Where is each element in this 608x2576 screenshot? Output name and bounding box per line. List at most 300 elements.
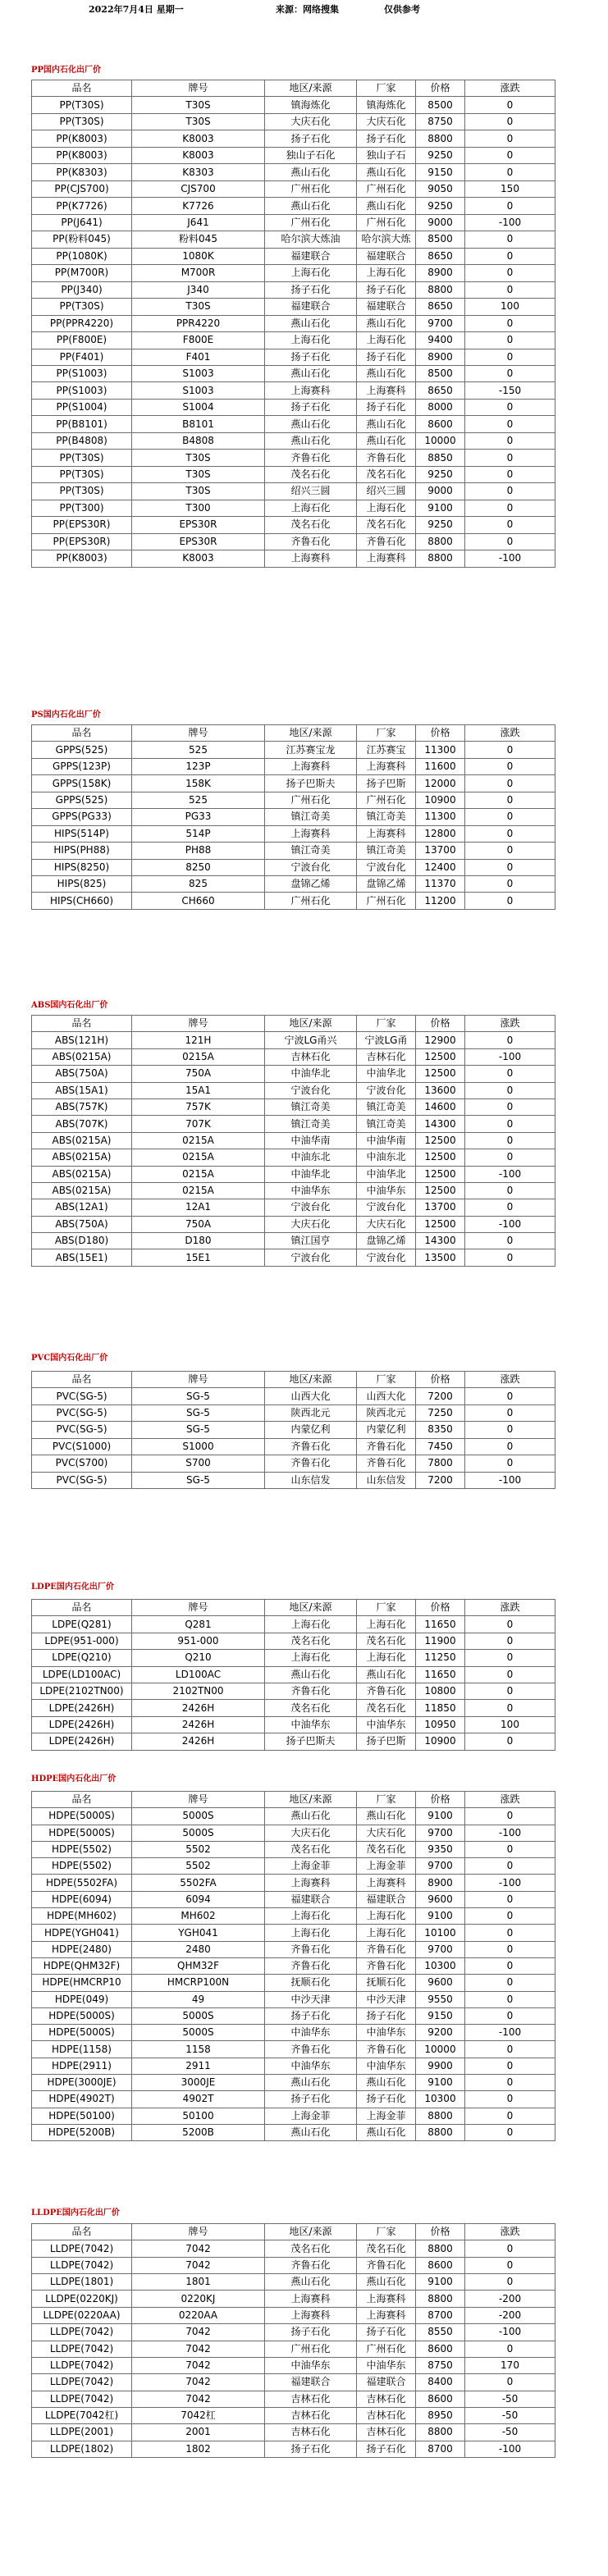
cell-grade: 7042: [132, 2324, 265, 2341]
cell-change: 0: [465, 2007, 555, 2024]
cell-manufacturer: 茂名石化: [357, 2240, 416, 2257]
cell-grade: LD100AC: [132, 1666, 265, 1683]
cell-price: 8650: [416, 382, 465, 399]
cell-change: -50: [465, 2407, 555, 2423]
cell-region: 上海赛科: [265, 382, 357, 399]
cell-price: 11850: [416, 1700, 465, 1716]
cell-product-name: LLDPE(0220KJ): [32, 2291, 132, 2307]
table-row: [32, 265, 555, 281]
cell-change: 0: [465, 1082, 555, 1098]
table-row: [32, 382, 555, 399]
cell-change: 0: [465, 1132, 555, 1149]
table-row: [32, 483, 555, 500]
cell-grade: 49: [132, 1991, 265, 2007]
cell-manufacturer: 广州石化: [357, 792, 416, 808]
cell-product-name: PP(S1003): [32, 382, 132, 399]
cell-region: 镇江奇美: [265, 1098, 357, 1115]
cell-manufacturer: 镇江奇美: [357, 843, 416, 859]
cell-price: 13700: [416, 1199, 465, 1216]
cell-manufacturer: 燕山石化: [357, 315, 416, 331]
cell-grade: 0215A: [132, 1149, 265, 1166]
cell-change: 0: [465, 1957, 555, 1974]
cell-change: 0: [465, 1991, 555, 2007]
table-row: [32, 2007, 555, 2024]
cell-grade: 750A: [132, 1066, 265, 1082]
table-row: [32, 113, 555, 130]
cell-price: 10300: [416, 2091, 465, 2108]
cell-change: 0: [465, 1438, 555, 1455]
column-header-price: 价格: [416, 1372, 465, 1388]
cell-price: 9900: [416, 2058, 465, 2074]
cell-region: 扬子石化: [265, 281, 357, 298]
cell-manufacturer: 中油华北: [357, 1166, 416, 1182]
cell-product-name: GPPS(158K): [32, 775, 132, 792]
cell-region: 扬子石化: [265, 130, 357, 147]
cell-price: 8700: [416, 2441, 465, 2457]
table-row: [32, 1199, 555, 1216]
cell-product-name: LDPE(LD100AC): [32, 1666, 132, 1683]
cell-price: 11300: [416, 809, 465, 825]
cell-grade: S1000: [132, 1438, 265, 1455]
cell-region: 燕山石化: [265, 2075, 357, 2091]
cell-change: 0: [465, 1841, 555, 1857]
cell-product-name: PP(T30S): [32, 483, 132, 500]
cell-product-name: HDPE(HMCRP10: [32, 1975, 132, 1991]
cell-product-name: PP(K8003): [32, 550, 132, 567]
cell-change: 170: [465, 2357, 555, 2373]
cell-region: 福建联合: [265, 248, 357, 264]
cell-grade: F401: [132, 349, 265, 365]
cell-change: 0: [465, 1388, 555, 1404]
cell-region: 广州石化: [265, 792, 357, 808]
cell-change: 0: [465, 758, 555, 774]
cell-region: 广州石化: [265, 214, 357, 231]
cell-region: 齐鲁石化: [265, 2257, 357, 2273]
cell-grade: 15E1: [132, 1249, 265, 1266]
cell-region: 中沙天津: [265, 1991, 357, 2007]
cell-change: 0: [465, 2108, 555, 2124]
cell-region: 上海赛科: [265, 825, 357, 842]
cell-change: 0: [465, 1925, 555, 1941]
cell-change: 0: [465, 1666, 555, 1683]
cell-region: 齐鲁石化: [265, 1683, 357, 1699]
cell-region: 中油华北: [265, 1066, 357, 1082]
table-row: [32, 1650, 555, 1666]
cell-price: 8600: [416, 2341, 465, 2357]
cell-manufacturer: 扬子石化: [357, 349, 416, 365]
cell-change: -100: [465, 550, 555, 567]
cell-price: 9050: [416, 180, 465, 197]
cell-manufacturer: 福建联合: [357, 299, 416, 315]
cell-product-name: ABS(121H): [32, 1032, 132, 1048]
table-header-row: [32, 1372, 555, 1388]
cell-price: 8800: [416, 2108, 465, 2124]
cell-product-name: PP(T30S): [32, 97, 132, 113]
cell-price: 9100: [416, 1908, 465, 1925]
cell-price: 9600: [416, 1975, 465, 1991]
cell-manufacturer: 扬子石化: [357, 281, 416, 298]
column-header-manufacturer: 厂家: [357, 1792, 416, 1808]
cell-grade: 0215A: [132, 1182, 265, 1199]
table-row: [32, 1808, 555, 1825]
cell-price: 9250: [416, 517, 465, 533]
cell-region: 扬子巴斯夫: [265, 775, 357, 792]
cell-price: 12500: [416, 1132, 465, 1149]
cell-grade: 5000S: [132, 1825, 265, 1841]
cell-manufacturer: 扬子巴斯: [357, 1733, 416, 1750]
cell-grade: QHM32F: [132, 1957, 265, 1974]
cell-manufacturer: 上海赛科: [357, 1875, 416, 1891]
table-row: [32, 466, 555, 482]
column-header-region: 地区/来源: [265, 725, 357, 742]
report-source: 来源：网络搜集: [276, 4, 339, 15]
table-row: [32, 1082, 555, 1098]
cell-grade: 5000S: [132, 2025, 265, 2041]
table-row: [32, 2424, 555, 2441]
column-header-manufacturer: 厂家: [357, 1600, 416, 1616]
report-note: 仅供参考: [384, 4, 420, 15]
cell-grade: 825: [132, 875, 265, 892]
lldpe-price-table: [31, 2223, 555, 2458]
cell-manufacturer: 福建联合: [357, 2374, 416, 2391]
cell-product-name: LDPE(2102TN00): [32, 1683, 132, 1699]
cell-price: 11250: [416, 1650, 465, 1666]
cell-grade: 7042: [132, 2357, 265, 2373]
cell-grade: MH602: [132, 1908, 265, 1925]
cell-grade: 4902T: [132, 2091, 265, 2108]
cell-grade: 0215A: [132, 1048, 265, 1065]
cell-product-name: ABS(750A): [32, 1216, 132, 1232]
cell-grade: 123P: [132, 758, 265, 774]
cell-product-name: LDPE(Q210): [32, 1650, 132, 1666]
cell-product-name: LLDPE(7042): [32, 2374, 132, 2391]
cell-product-name: ABS(707K): [32, 1116, 132, 1132]
cell-change: -100: [465, 1472, 555, 1488]
cell-grade: 0220KJ: [132, 2291, 265, 2307]
cell-manufacturer: 茂名石化: [357, 1700, 416, 1716]
cell-manufacturer: 上海石化: [357, 1925, 416, 1941]
cell-change: 0: [465, 1182, 555, 1199]
cell-manufacturer: 齐鲁石化: [357, 2041, 416, 2058]
cell-change: 0: [465, 416, 555, 432]
table-row: [32, 1716, 555, 1733]
cell-product-name: HDPE(3000JE): [32, 2075, 132, 2091]
table-row: [32, 2274, 555, 2291]
cell-product-name: HDPE(5000S): [32, 2007, 132, 2024]
cell-region: 镇江国亨: [265, 1233, 357, 1249]
cell-change: -100: [465, 214, 555, 231]
cell-manufacturer: 上海石化: [357, 1650, 416, 1666]
cell-manufacturer: 燕山石化: [357, 164, 416, 180]
cell-manufacturer: 福建联合: [357, 1891, 416, 1907]
ldpe-section-title: LDPE国内石化出厂价: [31, 1583, 114, 1592]
cell-product-name: LLDPE(7042杠): [32, 2407, 132, 2423]
column-header-product-name: 品名: [32, 1016, 132, 1032]
cell-manufacturer: 上海石化: [357, 332, 416, 349]
cell-grade: YGH041: [132, 1925, 265, 1941]
cell-change: 0: [465, 1249, 555, 1266]
cell-region: 上海赛科: [265, 550, 357, 567]
column-header-grade: 牌号: [132, 1372, 265, 1388]
column-header-region: 地区/来源: [265, 1600, 357, 1616]
cell-price: 12900: [416, 1032, 465, 1048]
cell-price: 13600: [416, 1082, 465, 1098]
cell-manufacturer: 吉林石化: [357, 1048, 416, 1065]
cell-manufacturer: 大庆石化: [357, 1825, 416, 1841]
cell-region: 齐鲁石化: [265, 1438, 357, 1455]
cell-region: 独山子石化: [265, 147, 357, 163]
cell-change: 0: [465, 1455, 555, 1472]
cell-region: 燕山石化: [265, 1808, 357, 1825]
table-row: [32, 2075, 555, 2091]
cell-price: 9150: [416, 2007, 465, 2024]
cell-price: 8800: [416, 550, 465, 567]
cell-price: 12500: [416, 1216, 465, 1232]
cell-grade: 158K: [132, 775, 265, 792]
cell-product-name: GPPS(525): [32, 742, 132, 758]
cell-manufacturer: 吉林石化: [357, 2424, 416, 2441]
cell-product-name: PP(PPR4220): [32, 315, 132, 331]
cell-manufacturer: 燕山石化: [357, 365, 416, 381]
table-row: [32, 214, 555, 231]
cell-price: 10000: [416, 2041, 465, 2058]
cell-price: 9100: [416, 1808, 465, 1825]
cell-change: 0: [465, 147, 555, 163]
cell-region: 上海赛科: [265, 2307, 357, 2323]
cell-manufacturer: 中油华北: [357, 1066, 416, 1082]
cell-price: 12500: [416, 1066, 465, 1082]
cell-grade: SG-5: [132, 1404, 265, 1421]
table-row: [32, 875, 555, 892]
cell-manufacturer: 镇江奇美: [357, 1116, 416, 1132]
table-row: [32, 533, 555, 550]
cell-change: 0: [465, 893, 555, 909]
cell-change: 0: [465, 859, 555, 875]
cell-manufacturer: 绍兴三圆: [357, 483, 416, 500]
cell-region: 扬子石化: [265, 399, 357, 415]
column-header-price: 价格: [416, 1016, 465, 1032]
column-header-change: 涨跌: [465, 1372, 555, 1388]
cell-product-name: ABS(12A1): [32, 1199, 132, 1216]
cell-grade: T30S: [132, 483, 265, 500]
cell-price: 10300: [416, 1957, 465, 1974]
cell-region: 大庆石化: [265, 1825, 357, 1841]
table-row: [32, 1472, 555, 1488]
report-date: 2022年7月4日 星期一: [89, 4, 184, 15]
cell-product-name: PVC(SG-5): [32, 1472, 132, 1488]
cell-price: 10800: [416, 1683, 465, 1699]
cell-product-name: GPPS(123P): [32, 758, 132, 774]
cell-change: 0: [465, 1733, 555, 1750]
cell-price: 8500: [416, 231, 465, 248]
cell-price: 11300: [416, 742, 465, 758]
cell-product-name: PP(F401): [32, 349, 132, 365]
cell-price: 8800: [416, 2240, 465, 2257]
cell-product-name: HDPE(049): [32, 1991, 132, 2007]
column-header-change: 涨跌: [465, 1600, 555, 1616]
cell-region: 绍兴三圆: [265, 483, 357, 500]
cell-region: 吉林石化: [265, 2391, 357, 2407]
cell-manufacturer: 上海赛科: [357, 2291, 416, 2307]
cell-grade: 525: [132, 792, 265, 808]
table-row: [32, 859, 555, 875]
cell-grade: T30S: [132, 113, 265, 130]
cell-manufacturer: 燕山石化: [357, 2274, 416, 2291]
column-header-change: 涨跌: [465, 725, 555, 742]
cell-product-name: LDPE(2426H): [32, 1733, 132, 1750]
cell-product-name: ABS(D180): [32, 1233, 132, 1249]
cell-product-name: HDPE(YGH041): [32, 1925, 132, 1941]
table-row: [32, 1066, 555, 1082]
cell-product-name: PP(粉料045): [32, 231, 132, 248]
cell-change: 100: [465, 299, 555, 315]
cell-change: -100: [465, 1825, 555, 1841]
cell-region: 宁波台化: [265, 859, 357, 875]
cell-product-name: HIPS(514P): [32, 825, 132, 842]
cell-region: 上海石化: [265, 1908, 357, 1925]
cell-manufacturer: 燕山石化: [357, 1808, 416, 1825]
cell-manufacturer: 镇江奇美: [357, 809, 416, 825]
cell-product-name: PP(T300): [32, 500, 132, 516]
table-row: [32, 1455, 555, 1472]
cell-change: 150: [465, 180, 555, 197]
cell-grade: 757K: [132, 1098, 265, 1115]
table-row: [32, 2307, 555, 2323]
cell-product-name: PP(B4808): [32, 432, 132, 449]
cell-grade: 525: [132, 742, 265, 758]
cell-product-name: LLDPE(2001): [32, 2424, 132, 2441]
table-row: [32, 893, 555, 909]
table-row: [32, 1404, 555, 1421]
column-header-manufacturer: 厂家: [357, 80, 416, 97]
cell-price: 9000: [416, 214, 465, 231]
cell-product-name: LDPE(2426H): [32, 1716, 132, 1733]
cell-grade: SG-5: [132, 1472, 265, 1488]
cell-region: 中油华东: [265, 2058, 357, 2074]
cell-product-name: LLDPE(7042): [32, 2341, 132, 2357]
cell-grade: 2480: [132, 1941, 265, 1957]
cell-region: 上海金菲: [265, 2108, 357, 2124]
table-row: [32, 1991, 555, 2007]
cell-price: 9000: [416, 483, 465, 500]
cell-manufacturer: 齐鲁石化: [357, 1438, 416, 1455]
cell-price: 8750: [416, 113, 465, 130]
table-header-row: [32, 1600, 555, 1616]
column-header-grade: 牌号: [132, 2224, 265, 2240]
table-row: [32, 2341, 555, 2357]
cell-price: 12500: [416, 1182, 465, 1199]
cell-change: 0: [465, 1066, 555, 1082]
cell-grade: S1003: [132, 382, 265, 399]
cell-change: 0: [465, 1975, 555, 1991]
cell-change: -100: [465, 2025, 555, 2041]
cell-region: 盘锦乙烯: [265, 875, 357, 892]
cell-grade: 5502: [132, 1858, 265, 1875]
cell-change: 0: [465, 1683, 555, 1699]
cell-price: 9150: [416, 164, 465, 180]
cell-region: 茂名石化: [265, 1700, 357, 1716]
cell-price: 7450: [416, 1438, 465, 1455]
cell-grade: J641: [132, 214, 265, 231]
cell-region: 广州石化: [265, 2341, 357, 2357]
cell-grade: 2426H: [132, 1716, 265, 1733]
cell-grade: T30S: [132, 466, 265, 482]
cell-price: 8500: [416, 365, 465, 381]
cell-manufacturer: 上海赛科: [357, 825, 416, 842]
cell-grade: B4808: [132, 432, 265, 449]
cell-manufacturer: 江苏赛宝: [357, 742, 416, 758]
cell-manufacturer: 上海石化: [357, 265, 416, 281]
cell-price: 8900: [416, 265, 465, 281]
table-header-row: [32, 80, 555, 97]
cell-manufacturer: 吉林石化: [357, 2407, 416, 2423]
cell-manufacturer: 盘锦乙烯: [357, 875, 416, 892]
column-header-manufacturer: 厂家: [357, 725, 416, 742]
column-header-manufacturer: 厂家: [357, 2224, 416, 2240]
cell-change: 0: [465, 792, 555, 808]
cell-region: 上海赛科: [265, 758, 357, 774]
cell-price: 10100: [416, 1925, 465, 1941]
cell-grade: 1080K: [132, 248, 265, 264]
cell-change: 0: [465, 2124, 555, 2140]
table-header-row: [32, 1792, 555, 1808]
cell-manufacturer: 燕山石化: [357, 2124, 416, 2140]
cell-manufacturer: 齐鲁石化: [357, 450, 416, 466]
table-header-row: [32, 725, 555, 742]
cell-grade: T30S: [132, 450, 265, 466]
cell-price: 14600: [416, 1098, 465, 1115]
cell-change: 0: [465, 349, 555, 365]
cell-manufacturer: 扬子巴斯: [357, 775, 416, 792]
table-row: [32, 1957, 555, 1974]
cell-change: 0: [465, 2274, 555, 2291]
cell-region: 扬子石化: [265, 2007, 357, 2024]
cell-manufacturer: 广州石化: [357, 2341, 416, 2357]
cell-region: 中油华东: [265, 2025, 357, 2041]
cell-price: 8350: [416, 1422, 465, 1438]
cell-product-name: PVC(S1000): [32, 1438, 132, 1455]
table-row: [32, 315, 555, 331]
cell-change: -100: [465, 1166, 555, 1182]
table-row: [32, 2291, 555, 2307]
cell-grade: Q281: [132, 1616, 265, 1633]
cell-region: 齐鲁石化: [265, 1455, 357, 1472]
cell-grade: T300: [132, 500, 265, 516]
cell-region: 中油华北: [265, 1166, 357, 1182]
cell-product-name: PP(M700R): [32, 265, 132, 281]
cell-manufacturer: 广州石化: [357, 893, 416, 909]
cell-grade: K8003: [132, 550, 265, 567]
cell-manufacturer: 齐鲁石化: [357, 533, 416, 550]
cell-manufacturer: 燕山石化: [357, 416, 416, 432]
table-row: [32, 1941, 555, 1957]
cell-change: 0: [465, 315, 555, 331]
cell-grade: 2426H: [132, 1733, 265, 1750]
cell-region: 抚顺石化: [265, 1975, 357, 1991]
cell-change: 100: [465, 1716, 555, 1733]
cell-product-name: LDPE(951-000): [32, 1633, 132, 1649]
cell-region: 镇江奇美: [265, 809, 357, 825]
table-row: [32, 416, 555, 432]
cell-price: 8750: [416, 2357, 465, 2373]
table-row: [32, 2407, 555, 2423]
cell-region: 上海石化: [265, 1925, 357, 1941]
cell-manufacturer: 茂名石化: [357, 1633, 416, 1649]
cell-grade: 6094: [132, 1891, 265, 1907]
cell-manufacturer: 盘锦乙烯: [357, 1233, 416, 1249]
cell-region: 山西大化: [265, 1388, 357, 1404]
column-header-manufacturer: 厂家: [357, 1016, 416, 1032]
